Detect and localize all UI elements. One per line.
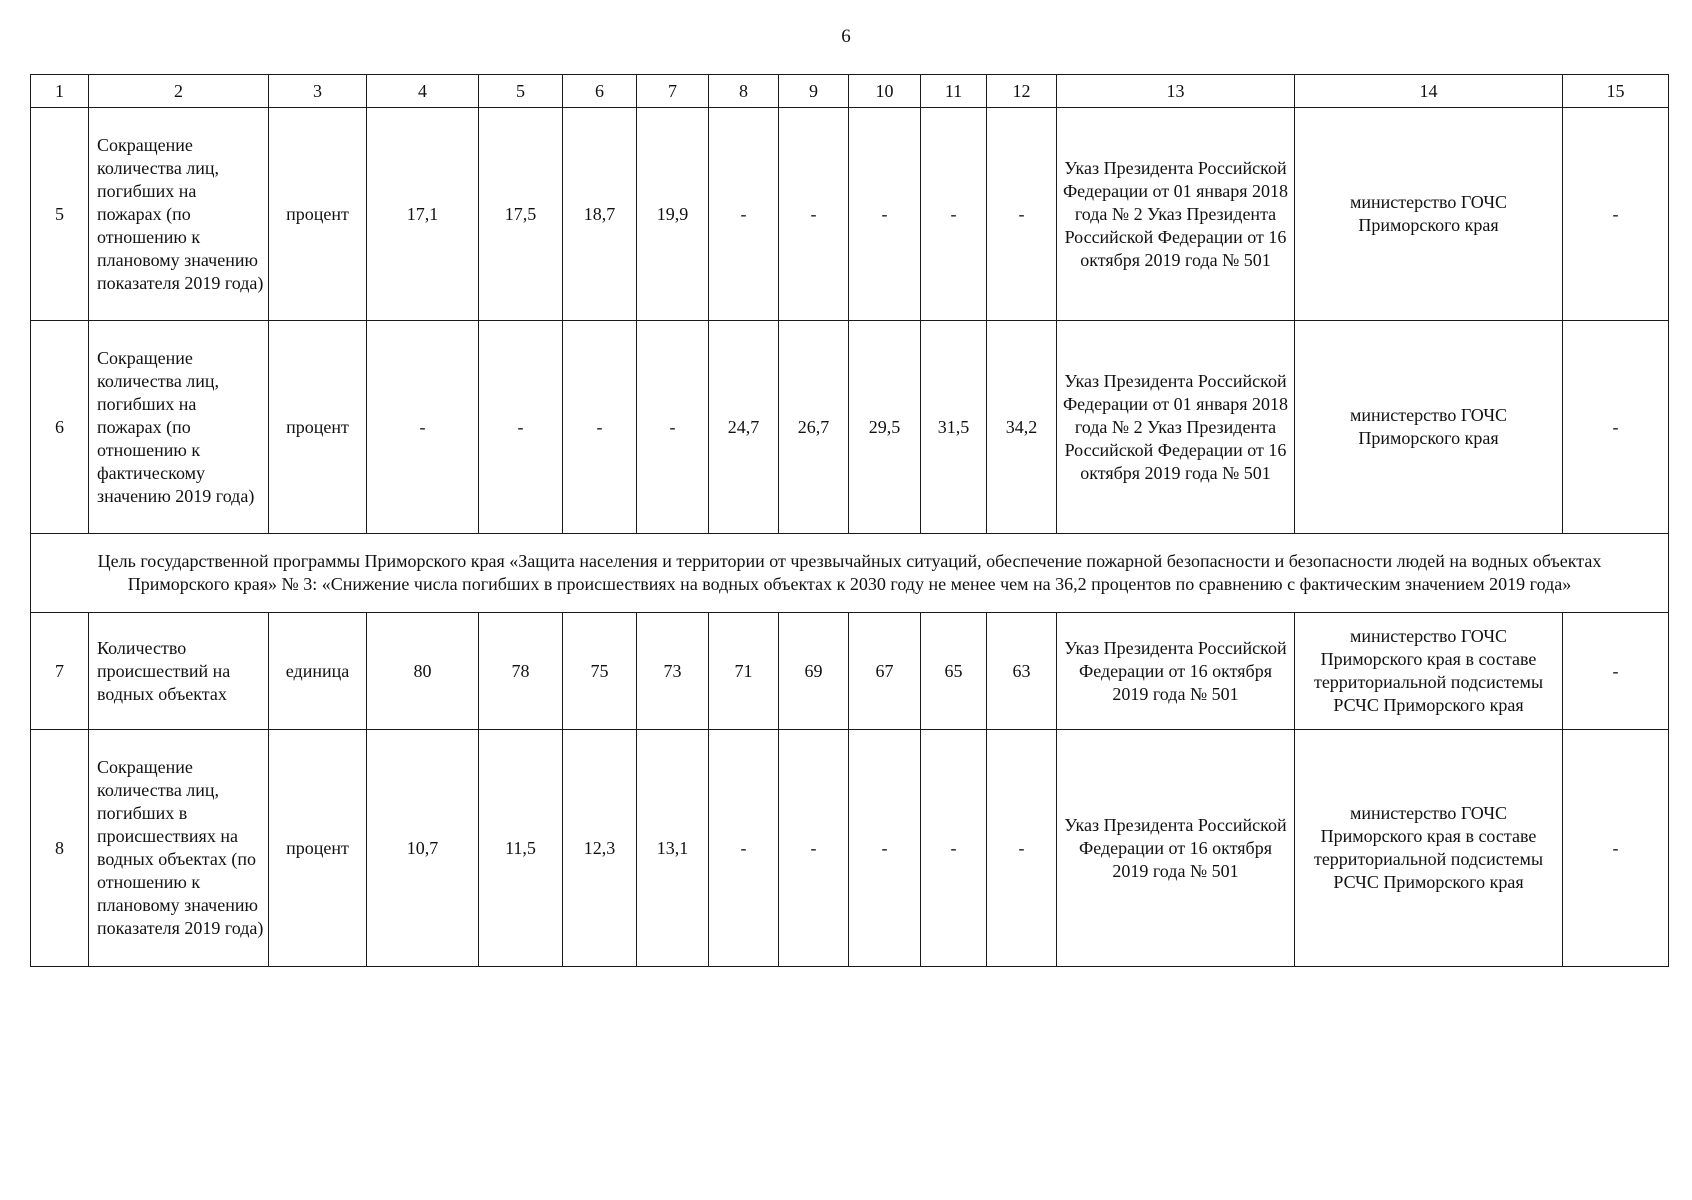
value-cell: 65 bbox=[921, 613, 987, 730]
indicator-name: Сокращение количества лиц, погибших на пожарах (по отношению к плановому значению показателя 2019 года) bbox=[89, 108, 269, 321]
basis-cell: Указ Президента Российской Федерации от 16 октября 2019 года № 501 bbox=[1057, 613, 1295, 730]
value-cell: - bbox=[563, 321, 637, 534]
table-row bbox=[31, 730, 1669, 967]
unit-cell: единица bbox=[269, 613, 367, 730]
unit-cell: процент bbox=[269, 108, 367, 321]
value-cell: - bbox=[921, 108, 987, 321]
column-number-row bbox=[31, 75, 1669, 108]
value-cell: 75 bbox=[563, 613, 637, 730]
value-cell: - bbox=[849, 730, 921, 967]
indicator-name: Количество происшествий на водных объектах bbox=[89, 613, 269, 730]
value-cell: - bbox=[367, 321, 479, 534]
goal-text: Цель государственной программы Приморского края «Защита населения и территории от чрезвычайных ситуаций, обеспечение пожарной безопасности и безопасности людей на водных объектах Приморского края» № 3: «Снижение числа погибших в происшествиях на водных объектах к 2030 году не менее чем на 36,2 процентов по сравнению с фактическим значением 2019 года» bbox=[31, 534, 1669, 613]
value-cell: 71 bbox=[709, 613, 779, 730]
column-number: 1 bbox=[31, 75, 89, 108]
responsible-cell: министерство ГОЧС Приморского края в составе территориальной подсистемы РСЧС Приморского края bbox=[1295, 730, 1563, 967]
value-cell: - bbox=[637, 321, 709, 534]
value-cell: 11,5 bbox=[479, 730, 563, 967]
unit-cell: процент bbox=[269, 730, 367, 967]
value-cell: - bbox=[709, 730, 779, 967]
responsible-cell: министерство ГОЧС Приморского края в составе территориальной подсистемы РСЧС Приморского края bbox=[1295, 613, 1563, 730]
value-cell: 63 bbox=[987, 613, 1057, 730]
column-number: 2 bbox=[89, 75, 269, 108]
value-cell: 67 bbox=[849, 613, 921, 730]
column-number: 9 bbox=[779, 75, 849, 108]
value-cell: - bbox=[479, 321, 563, 534]
indicator-name: Сокращение количества лиц, погибших в происшествиях на водных объектах (по отношению к плановому значению показателя 2019 года) bbox=[89, 730, 269, 967]
value-cell: 34,2 bbox=[987, 321, 1057, 534]
column-number: 12 bbox=[987, 75, 1057, 108]
indicators-table bbox=[30, 74, 1669, 967]
column-number: 8 bbox=[709, 75, 779, 108]
column-number: 6 bbox=[563, 75, 637, 108]
basis-cell: Указ Президента Российской Федерации от 01 января 2018 года № 2 Указ Президента Российской Федерации от 16 октября 2019 года № 501 bbox=[1057, 321, 1295, 534]
value-cell: 13,1 bbox=[637, 730, 709, 967]
value-cell: 26,7 bbox=[779, 321, 849, 534]
value-cell: 10,7 bbox=[367, 730, 479, 967]
value-cell: 19,9 bbox=[637, 108, 709, 321]
value-cell: - bbox=[987, 108, 1057, 321]
column-number: 14 bbox=[1295, 75, 1563, 108]
column-number: 4 bbox=[367, 75, 479, 108]
value-cell: 24,7 bbox=[709, 321, 779, 534]
indicator-name: Сокращение количества лиц, погибших на пожарах (по отношению к фактическому значению 2019 года) bbox=[89, 321, 269, 534]
column-number: 5 bbox=[479, 75, 563, 108]
note-cell: - bbox=[1563, 108, 1669, 321]
responsible-cell: министерство ГОЧС Приморского края bbox=[1295, 321, 1563, 534]
value-cell: - bbox=[987, 730, 1057, 967]
value-cell: 18,7 bbox=[563, 108, 637, 321]
value-cell: - bbox=[779, 108, 849, 321]
row-number: 5 bbox=[31, 108, 89, 321]
value-cell: 29,5 bbox=[849, 321, 921, 534]
column-number: 3 bbox=[269, 75, 367, 108]
note-cell: - bbox=[1563, 613, 1669, 730]
value-cell: 78 bbox=[479, 613, 563, 730]
value-cell: 69 bbox=[779, 613, 849, 730]
row-number: 8 bbox=[31, 730, 89, 967]
table-row bbox=[31, 321, 1669, 534]
value-cell: - bbox=[779, 730, 849, 967]
value-cell: - bbox=[921, 730, 987, 967]
table-row bbox=[31, 108, 1669, 321]
goal-row bbox=[31, 534, 1669, 613]
note-cell: - bbox=[1563, 730, 1669, 967]
value-cell: 17,5 bbox=[479, 108, 563, 321]
table-row bbox=[31, 613, 1669, 730]
value-cell: 80 bbox=[367, 613, 479, 730]
note-cell: - bbox=[1563, 321, 1669, 534]
column-number: 11 bbox=[921, 75, 987, 108]
column-number: 7 bbox=[637, 75, 709, 108]
row-number: 7 bbox=[31, 613, 89, 730]
page-number: 6 bbox=[841, 26, 851, 47]
column-number: 13 bbox=[1057, 75, 1295, 108]
column-number: 10 bbox=[849, 75, 921, 108]
value-cell: 73 bbox=[637, 613, 709, 730]
unit-cell: процент bbox=[269, 321, 367, 534]
value-cell: 17,1 bbox=[367, 108, 479, 321]
column-number: 15 bbox=[1563, 75, 1669, 108]
row-number: 6 bbox=[31, 321, 89, 534]
responsible-cell: министерство ГОЧС Приморского края bbox=[1295, 108, 1563, 321]
basis-cell: Указ Президента Российской Федерации от 16 октября 2019 года № 501 bbox=[1057, 730, 1295, 967]
value-cell: 31,5 bbox=[921, 321, 987, 534]
basis-cell: Указ Президента Российской Федерации от 01 января 2018 года № 2 Указ Президента Российской Федерации от 16 октября 2019 года № 501 bbox=[1057, 108, 1295, 321]
value-cell: 12,3 bbox=[563, 730, 637, 967]
value-cell: - bbox=[709, 108, 779, 321]
value-cell: - bbox=[849, 108, 921, 321]
